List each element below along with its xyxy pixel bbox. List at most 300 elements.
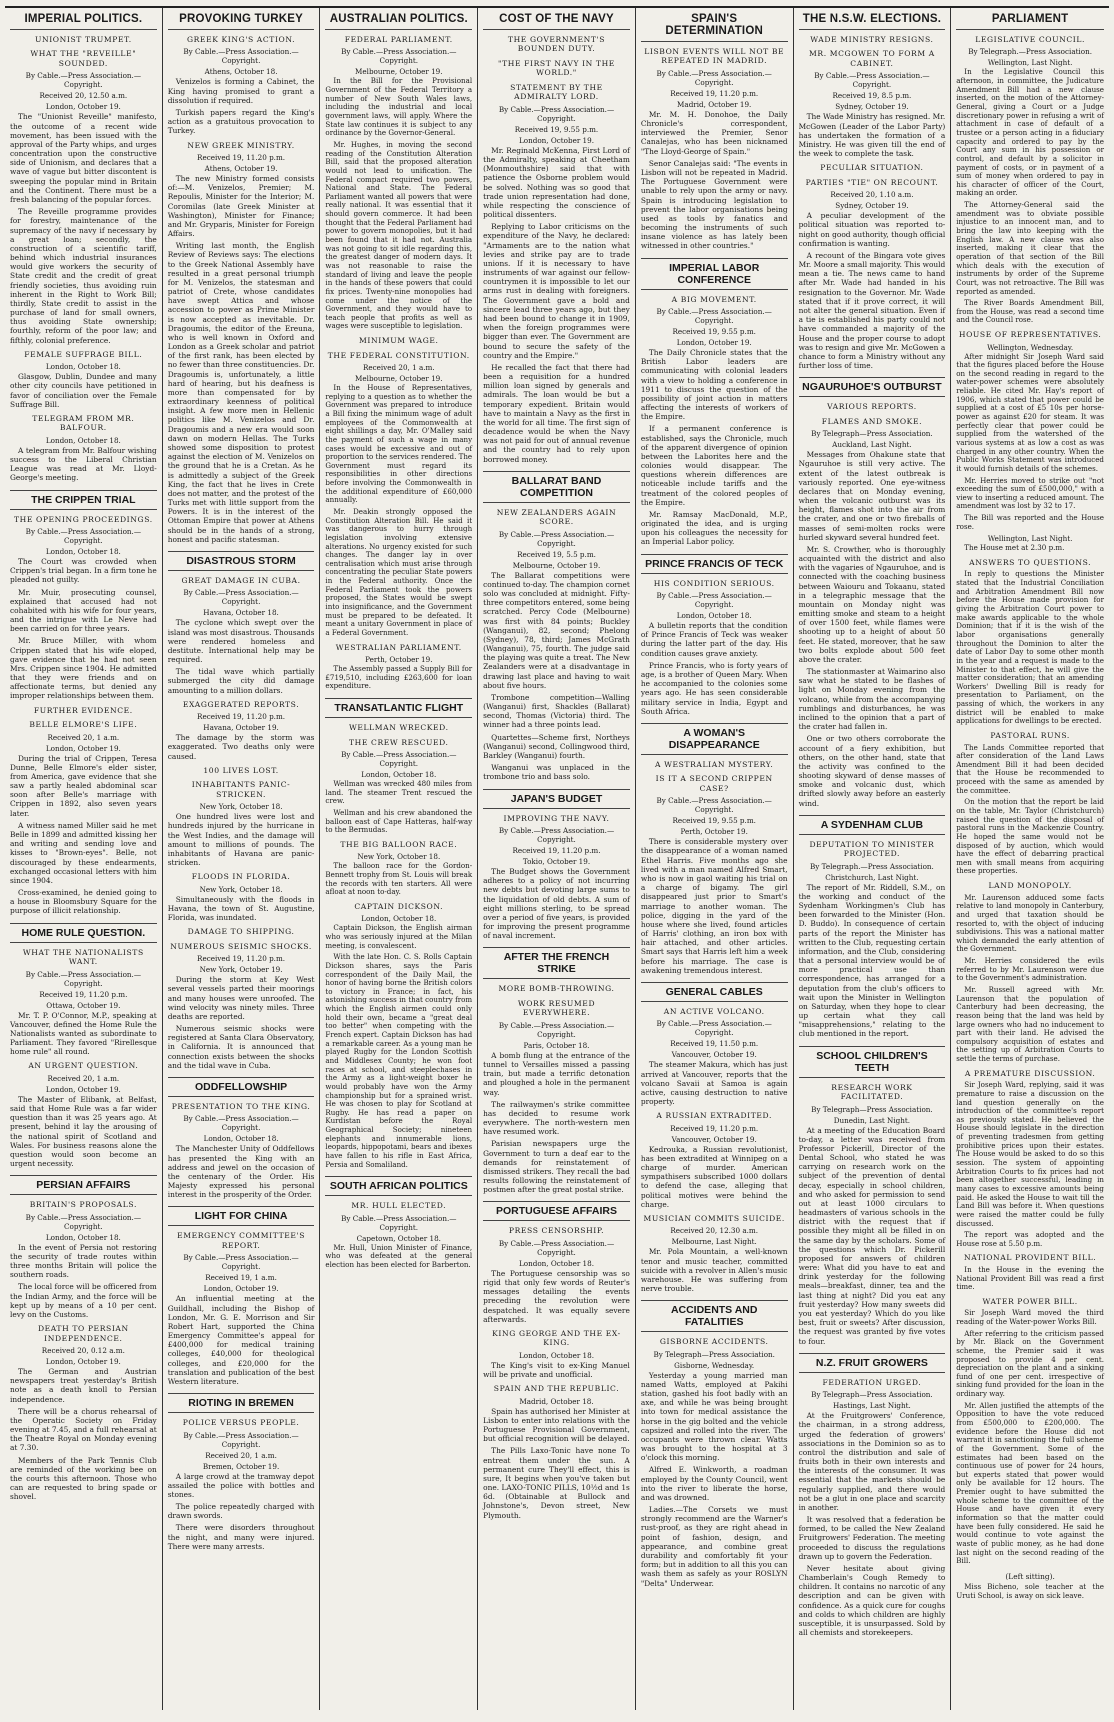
subheading: MR. HULL ELECTED.: [351, 1201, 447, 1211]
article-paragraph: The report of Mr. Riddell, S.M., on the working and conduct of the Sydenham Workingmen's Club has been forwarded to the Minister (Hon. D. Buddo). In consequence of certain parts of the report the Minister has written to the Club, requesting certain information, and the Club, considering that a personal interview would be of more practical use than correspondence, has arranged for a deputation from the club's officers to wait upon the Minister in Wellington on Saturday, when they hope to clear up certain what they call "misapprehensions," relating to the club mentioned in the report.: [798, 882, 946, 1039]
article-paragraph: Messages from Ohakune state that Ngauruhoe is still very active. The extent of the latest outbreak is variously reported. One eye-witness declares that on Monday evening, when the volcanic outburst was its height, flames shot into the air from the crater, and one or two fireballs of masses of semi-molten rocks were hurled skyward several hundred feet.: [798, 450, 946, 542]
dateline: London, October 19.: [45, 102, 121, 112]
column-headline: IMPERIAL POLITICS.: [10, 10, 157, 30]
dateline: New York, October 18.: [199, 884, 283, 894]
dateline: London, October 19.: [45, 1357, 121, 1367]
section-headline-south-african-politics: SOUTH AFRICAN POLITICS: [325, 1176, 472, 1196]
dateline: Melbourne, October 19.: [355, 67, 443, 77]
subheading: NEW GREEK MINISTRY.: [187, 140, 295, 150]
dateline: Vancouver, October 19.: [671, 1134, 757, 1144]
article-paragraph: Venizelos is forming a Cabinet, the King having promised to grant a dissolution if required.: [167, 77, 315, 105]
article-paragraph: The cyclone which swept over the island was most disastrous. Thousands were rendered homeless and destitute. International help may be required.: [167, 618, 315, 665]
column-headline: SPAIN'S DETERMINATION: [641, 10, 788, 42]
subheading: AN URGENT QUESTION.: [28, 1061, 139, 1071]
dateline: Tokio, October 19.: [522, 856, 591, 866]
column-headline: PARLIAMENT: [956, 10, 1104, 30]
subheading: DEATH TO PERSIAN INDEPENDENCE.: [37, 1324, 129, 1343]
section-headline-home-rule-question: HOME RULE QUESTION.: [10, 923, 157, 943]
column-2: [163, 8, 321, 1710]
subheading: WATER POWER BILL.: [982, 1296, 1078, 1306]
article-paragraph: The "Unionist Reveille" manifesto, the outcome of a recent wide movement, has been issued with the approval of the Party whips, and urges concentration upon the constructive side of Unionism, and declares that a wave of vague but bitter discontent is sweeping the popular mind in Britain and the Continent. There must be a fresh balancing of the popular forces.: [10, 112, 157, 204]
article-paragraph: In the House of Representatives, replying to a question as to whether the Government was prepared to introduce a Bill fixing the minimum wage of adult employees of the Commonwealth at eight shillings a day, Mr. O'Malley said the payment of such a wage in many cases would be excessive and out of proportion to the services rendered. The Government must regard its responsibilities in other directions before involving the Commonwealth in the additional expenditure of £60,000 annually.: [325, 383, 473, 505]
dateline: Perth, October 19.: [680, 827, 748, 837]
article-paragraph: An influential meeting at the Guildhall, including the Bishop of London, Mr. G. E. Morrison and Sir Robert Hart, supported the China Emergency Committee's appeal for £400,000 for medical training colleges, £40,000 for theological colleges, and £20,000 for the translation and publication of the best Western literature.: [167, 1294, 315, 1386]
column-headline: COST OF THE NAVY: [483, 10, 630, 30]
dateline: London, October 19.: [518, 135, 594, 145]
article-paragraph: The report was adopted and the House rose at 5.50 p.m.: [956, 1230, 1104, 1248]
article-paragraph: A witness named Miller said he met Belle in 1899 and admitted kissing her and writing and sending love and kisses to "Brown-eyes". Belle, not discouraged by these endearments, exchanged occasional letters with him since 1904.: [10, 820, 157, 885]
article-paragraph: Miss Bicheno, sole teacher at the Uruti School, is away on sick leave.: [956, 1581, 1104, 1600]
dateline: Sydney, October 19.: [835, 201, 909, 211]
article-paragraph: After referring to the criticism passed by Mr. Black on the Government scheme, the Premier said it was proposed to provide 4 per cent. depreciation on the plant and a sinking fund of one per cent. irrespective of sinking fund provided for the loan in the ordinary way.: [956, 1328, 1104, 1399]
article-paragraph: A recount of the Bingara vote gives Mr. Moore a small majority. This would mean a tie. The news came to hand after Mr. Wade had handed in his resignation to the Governor. Mr. Wade stated that if it prove correct, it will not alter the general situation. Even if a tie is established his party could not have commanded a majority of the House and the proper course to adopt was to resign and give Mr. McGowen a chance to form a Ministry without any further loss of time.: [798, 250, 946, 371]
subheading: FLOODS IN FLORIDA.: [191, 872, 291, 882]
dateline: By Cable.—Press Association.—Copyright.: [498, 104, 615, 123]
dateline: London, October 18.: [45, 1232, 121, 1242]
subheading: POLICE VERSUS PEOPLE.: [182, 1418, 300, 1428]
section-headline-school-children-s-teeth: SCHOOL CHILDREN'S TEETH: [799, 1046, 946, 1078]
subheading: PECULIAR SITUATION.: [820, 163, 924, 173]
subheading: THE GOVERNMENT'S BOUNDEN DUTY.: [507, 35, 606, 54]
column-3: [320, 8, 478, 1710]
subheading: PASTORAL RUNS.: [990, 731, 1070, 741]
dateline: Melbourne, October 19.: [512, 560, 601, 570]
dateline: By Cable.—Press Association.—Copyright.: [25, 71, 142, 90]
dateline: By Cable.—Press Association.—Copyright.: [656, 591, 772, 610]
article-paragraph: A large crowd at the tramway depot assailed the police with bottles and stones.: [167, 1471, 315, 1499]
article-paragraph: There were disorders throughout the night, and many were injured. There were many arrests.: [167, 1523, 315, 1551]
article-paragraph: The German and Austrian newspapers treat yesterday's British note as a death knoll to Persian independence.: [10, 1367, 157, 1404]
dateline: London, October 18.: [361, 769, 437, 779]
dateline: Vancouver, October 19.: [671, 1050, 757, 1060]
article-paragraph: The Lands Committee reported that after consideration of the Land Laws Amendment Bill it had been decided that the House be recommended to proceed with the same as amended by the committee.: [956, 742, 1104, 795]
article-paragraph: A bomb flung at the entrance of the tunnel to Versailles missed a passing train, but made a terrific detonation and ploughed a hole in the permanent way.: [483, 1050, 630, 1097]
article-paragraph: Numerous seismic shocks were registered at Santa Clara Observatory, in California. It is announced that connection exists between the shocks and the tidal wave in Cuba.: [167, 1024, 315, 1070]
dateline: Received 19, 11.20 p.m.: [670, 1123, 759, 1133]
article-paragraph: Mr. T. P. O'Connor, M.P., speaking at Vancouver, defined the Home Rule the Nationalists wanted as subordinate to Parliament. They favored "Rirellesque home rule" all round.: [10, 1010, 157, 1057]
subheading: THE FEDERAL CONSTITUTION.: [327, 350, 470, 360]
article-paragraph: A peculiar development of the political situation was reported to-night on good authority, though official confirmation is wanting.: [798, 211, 946, 248]
section-headline-a-sydenham-club: A SYDENHAM CLUB: [799, 815, 946, 835]
subheading: RESEARCH WORK FACILITATED.: [831, 1082, 913, 1102]
dateline: Received 19, 11.20 p.m.: [197, 712, 286, 722]
subheading: BELLE ELMORE'S LIFE.: [29, 720, 138, 730]
article-paragraph: At a meeting of the Education Board to-day, a letter was received from Professor Pickerill, Director of the Dental School, who stated he was carrying on research work on the subject of the prevention of dental decay, especially in school children, and who asked for permission to send out at least 1000 circulars to headmasters of various schools in the district with the request that if possible they might all be filled in on the same day by the scholars. Some of the questions which Dr. Pickerill proposed for answers of children were: What did you have to eat and drink yesterday for the following meals—breakfast, dinner, tea and the last thing at night? Did you eat any fruit yesterday? How many sweets did you eat yesterday? Which do you like best, fruit or sweets? After discussion, the request was granted by five votes to four.: [798, 1125, 946, 1346]
dateline: Received 20, 0.12 a.m.: [41, 1346, 125, 1356]
column-headline: PROVOKING TURKEY: [168, 10, 315, 30]
subheading: MUSICIAN COMMITS SUICIDE.: [643, 1213, 785, 1223]
article-paragraph: Parisian newspapers urge the Government to turn a deaf ear to the demands for reinstatement of dismissed strikers. They recall the bad results following the reinstatement of postmen after the great postal strike.: [483, 1139, 630, 1195]
dateline: Received 19, 11.20 p.m.: [197, 954, 286, 964]
dateline: Gisborne, Wednesday.: [674, 1360, 755, 1370]
column-6: [794, 8, 952, 1710]
subheading: LAND MONOPOLY.: [988, 881, 1072, 891]
dateline: Havana, October 19.: [203, 723, 279, 733]
dateline: By Telegraph.—Press Association.: [810, 861, 934, 871]
subheading: A WESTRALIAN MYSTERY.: [654, 759, 774, 769]
subheading: GREEK KING'S ACTION.: [186, 35, 296, 44]
section-headline-rioting-in-bremen: RIOTING IN BREMEN: [168, 1393, 315, 1413]
subheading: LISBON EVENTS WILL NOT BE REPEATED IN MADRID.: [644, 47, 785, 66]
article-paragraph: Mr. Herries moved to strike out "not exceeding the sum of £500,000," with a view to inserting a reduced amount. The amendment was lost by 32 to 17.: [956, 475, 1104, 511]
article-paragraph: Mr. Russell agreed with Mr. Laurenson that the population of Canterbury had been decreasing, the reason being that the land was held by large owners who had no inducement to part with their land. He advised the compulsory acquisition of estates and the setting up of Arbitration Courts to settle the terms of purchase.: [956, 985, 1104, 1064]
dateline: London, October 18.: [676, 611, 752, 621]
column-4: [478, 8, 636, 1710]
article-paragraph: The King's visit to ex-King Manuel will be private and unofficial.: [483, 1360, 630, 1380]
section-headline-a-woman-s-disappearance: A WOMAN'S DISAPPEARANCE: [641, 723, 788, 755]
article-paragraph: Quartettes—Scheme first, Northeys (Wanganui) second, Collingwood third, Barkley (Wanganui) fourth.: [483, 732, 630, 760]
dateline: Melbourne, October 19.: [355, 374, 443, 384]
subheading: THE CREW RESCUED.: [348, 737, 449, 747]
subheading: TELEGRAM FROM MR. BALFOUR.: [32, 413, 135, 433]
subheading: FLAMES AND SMOKE.: [821, 416, 923, 426]
article-paragraph: Wellman and his crew abandoned the balloon east of Cape Hatteras, half-way to the Bermudas.: [325, 807, 473, 835]
article-paragraph: The local force will be officered from the Indian Army, and the force will be kept up by means of a 10 per cent. levy on the Customs.: [10, 1282, 157, 1319]
dateline: Received 19, 9.55 p.m.: [514, 124, 599, 134]
dateline: London, October 19.: [45, 1084, 121, 1094]
subheading: THE OPENING PROCEEDINGS.: [13, 514, 153, 524]
article-paragraph: Mr. Deakin strongly opposed the Constitution Alteration Bill. He said it was dangerous to hurry through legislation involving extensive alterations. No urgency existed for such changes. The danger lay in over centralisation which must arise through concentrating the peculiar State powers in the Federal authority. Once the Federal Parliament took the powers proposed, the States would be swept into insignificance, and the Government must be prepared to be defeated. It meant a unitary Government in place of a Federal Government.: [325, 507, 473, 637]
dateline: Received 20, 1.10 a.m.: [830, 190, 914, 200]
article-paragraph: Mr. Ramsay MacDonald, M.P., originated the idea, and is urging upon his colleagues the necessity for an Imperial Labor policy.: [640, 509, 788, 547]
subheading: MR. MCGOWEN TO FORM A CABINET.: [809, 49, 935, 68]
section-headline-imperial-labor-conference: IMPERIAL LABOR CONFERENCE: [641, 258, 788, 290]
dateline: By Cable.—Press Association.—Copyright.: [341, 47, 457, 66]
dateline: Received 20, 1 a.m.: [47, 732, 120, 742]
subheading: HOUSE OF REPRESENTATIVES.: [958, 330, 1102, 340]
dateline: Havana, October 18.: [203, 608, 279, 618]
dateline: Received 19, 8.5 p.m.: [832, 91, 912, 101]
subheading: NEW ZEALANDERS AGAIN SCORE.: [496, 507, 617, 527]
section-headline-after-the-french-strike: AFTER THE FRENCH STRIKE: [483, 947, 630, 979]
article-paragraph: One hundred lives were lost and hundreds injured by the hurricane in the West Indies, and the damage will amount to millions of pounds. The inhabitants of Havana are panic-stricken.: [167, 812, 315, 868]
subheading: THE BIG BALLOON RACE.: [340, 839, 458, 849]
subheading: WADE MINISTRY RESIGNS.: [810, 35, 934, 44]
subheading: CAPTAIN DICKSON.: [354, 901, 444, 911]
subheading: PARTIES "TIE" ON RECOUNT.: [805, 177, 939, 187]
dateline: Auckland, Last Night.: [832, 440, 912, 450]
article-paragraph: The Master of Elibank, at Belfast, said that Home Rule was a far wider question than it was 25 years ago. At present, behind it lay the arousing of the national spirit of Scotland and Wales. For business reasons alone the question would soon become an urgent necessity.: [10, 1094, 157, 1169]
column-7: [951, 8, 1109, 1710]
article-paragraph: The Portuguese censorship was so rigid that only few words of Reuter's messages detailing the events preceding the revolution were despatched. It was equally severe afterwards.: [483, 1268, 630, 1324]
article-paragraph: Sir Joseph Ward, replying, said it was premature to raise a discussion on the land question generally on the introduction of the committee's report as previously stated. He believed the House should legislate in the direction of preventing tradesmen from getting prohibitive prices upon their estates. The House would be asked to do so this session. The system of appointing Arbitration Courts to fix prices had not been altogether successful, leading in many cases to excessive amounts being paid. He asked the House to wait till the Land Bill was before it. When questions were raised the matter could be fully discussed.: [956, 1080, 1104, 1228]
article-paragraph: The Bill was reported and the House rose.: [956, 513, 1104, 531]
dateline: Bremen, October 19.: [202, 1461, 280, 1471]
article-paragraph: Kedrouka, a Russian revolutionist, has been extradited at Winnipeg on a charge of murder. American sympathisers subscribed 1000 dollars to defend the case, alleging that political motives were behind the charge.: [640, 1144, 788, 1209]
article-paragraph: Mr. Pola Mountain, a well-known tenor and music teacher, committed suicide with a revolver in Allen's music warehouse. He was suffering from nerve trouble.: [640, 1247, 788, 1294]
dateline: By Cable.—Press Association.—Copyright.: [498, 1238, 615, 1257]
article-paragraph: Mr. Muir, prosecuting counsel, explained that accused had not cohabited with his wife for four years, and the intrigue with Le Neve had been carried on for three years.: [10, 587, 157, 634]
dateline: Wellington, Last Night.: [987, 58, 1073, 68]
subheading: FEDERATION URGED.: [822, 1377, 922, 1387]
section-headline-portuguese-affairs: PORTUGUESE AFFAIRS: [483, 1201, 630, 1221]
subheading: UNIONIST TRUMPET.: [34, 35, 132, 44]
dateline: London, October 18.: [203, 1134, 279, 1144]
dateline: Athens, October 18.: [204, 67, 278, 77]
dateline: Christchurch, Last Night.: [825, 872, 919, 882]
section-headline-ngauruhoe-s-outburst: NGAURUHOE'S OUTBURST: [799, 377, 946, 397]
subheading: STATEMENT BY THE ADMIRALTY LORD.: [510, 82, 603, 102]
article-paragraph: With the late Hon. C. S. Rolls Captain Dickson shares, says the Paris correspondent of the Daily Mail, the honor of having borne the British colors to victory in France; in fact, his astonishing success in that country from which the English airmen could only hold their own, became a "great deal too better" when competing with the French expert. Captain Dickson has had a remarkable career. As a young man he played Rugby for the London Scottish and Middlesex County; he won foot races at school, and steeplechases in the Army as a light-weight boxer he would probably have won the Army championship but for a sprained wrist. He was chosen to play for Scotland at Rugby. He has read a paper on Kurdistan before the Royal Geographical Society; nineteen elephants and innumerable lions, leopards, hippopotami, bears and ibexes have fallen to his rifle in East Africa, Persia and Somaliland.: [325, 952, 473, 1169]
article-paragraph: On the motion that the report be laid on the table, Mr. Taylor (Christchurch) raised the question of the disposal of pastoral runs in the Mackenzie Country. He hoped the same would not be disposed of by auction, which would have the effect of debarring practical men with small means from acquiring these properties.: [956, 797, 1104, 876]
article-paragraph: Glasgow, Dublin, Dundee and many other city councils have petitioned in favor of conciliation over the Female Suffrage Bill.: [10, 372, 157, 409]
dateline: Received 20, 1 a.m.: [205, 1450, 277, 1460]
dateline: Received 19, 9.55 p.m.: [672, 327, 756, 337]
subheading: DEPUTATION TO MINISTER PROJECTED.: [809, 839, 935, 859]
dateline: By Cable.—Press Association.—Copyright.: [25, 527, 142, 546]
dateline: Dunedin, Last Night.: [833, 1115, 911, 1125]
dateline: Wellington, Wednesday.: [987, 342, 1074, 352]
article-paragraph: A bulletin reports that the condition of Prince Francis of Teck was weaker during the latter part of the day. His condition causes grave anxiety.: [640, 621, 788, 658]
dateline: London, October 18.: [518, 1258, 594, 1268]
dateline: Sydney, October 19.: [835, 102, 909, 112]
dateline: Perth, October 19.: [365, 655, 433, 665]
article-paragraph: The railwaymen's strike committee has decided to resume work everywhere. The north-western men have resumed work.: [483, 1099, 630, 1137]
article-paragraph: There is considerable mystery over the disappearance of a woman named Ethel Harris. Five months ago she lived with a man named Alfred Smart, who is now in gaol waiting his trial on a charge of bigamy. The girl disappeared just prior to Smart's marriage to another woman. The police, digging in the yard of the house where she lived, found articles of Harris' clothing, an iron box with hair attached, and other articles. Smart says that Harris left him a week before his marriage. The case is awakening tremendous interest.: [640, 837, 788, 975]
article-paragraph: The police repeatedly charged with drawn swords.: [167, 1502, 315, 1521]
article-paragraph: Mr. Reginald McKenna, First Lord of the Admiralty, speaking at Cheetham (Monmouthshire) said that with patience the Osborne problem would be solved. Nothing was so good that trade union representation had done, while respecting the conscience of political dissenters.: [483, 145, 630, 220]
subheading: FEDERAL PARLIAMENT.: [344, 35, 453, 44]
article-paragraph: In the House in the evening the National Provident Bill was read a first time.: [956, 1264, 1104, 1292]
dateline: Paris, October 18.: [523, 1040, 590, 1050]
dateline: By Cable.—Press Association.—Copyright.: [656, 307, 772, 326]
dateline: By Cable.—Press Association.—Copyright.: [25, 969, 142, 988]
article-paragraph: Cross-examined, he denied going to a house in Bloomsbury Square for the purpose of illicit relationship.: [10, 888, 157, 916]
dateline: London, October 19.: [45, 743, 121, 753]
dateline: By Cable.—Press Association.—Copyright.: [183, 1430, 299, 1449]
dateline: Received 19, 11.50 p.m.: [670, 1039, 759, 1049]
article-paragraph: Alfred E. Winkworth, a roadman employed by the County Council, went into the river to liberate the horse, and was drowned.: [640, 1465, 788, 1502]
dateline: Wellington, Last Night.: [987, 534, 1073, 544]
dateline: By Telegraph—Press Association.: [811, 1390, 933, 1400]
article-paragraph: The Daily Chronicle states that the British Labor leaders are communicating with colonial leaders with a view to holding a conference in 1911 to discuss the question of the possibility of joint action in matters affecting the interests of workers of the Empire.: [640, 348, 788, 422]
article-paragraph: The steamer Makura, which has just arrived at Vancouver, reports that the volcano Savaii at Samoa is again active, causing destruction to native property.: [640, 1060, 788, 1107]
article-paragraph: During the storm at Key West several vessels parted their moorings and many houses were unroofed. The wind velocity was ninety miles. Three deaths are reported.: [167, 975, 315, 1021]
article-paragraph: Spain has authorised her Minister at Lisbon to enter into relations with the Portuguese Provisional Government, but official recognition will be delayed.: [483, 1406, 630, 1444]
article-paragraph: Prince Francis, who is forty years of age, is a brother of Queen Mary. When he accompanied to the colonies some years ago. He has seen considerable military service in India, Egypt and South Africa.: [640, 660, 788, 716]
subheading: FURTHER EVIDENCE.: [33, 705, 133, 715]
dateline: By Cable.—Press Association.—Copyright.: [656, 796, 772, 815]
section-headline-n-z-fruit-growers: N.Z. FRUIT GROWERS: [799, 1353, 946, 1373]
article-paragraph: The Ballarat competitions were continued to-day. The champion cornet solo was concluded at midnight. Fifty-three competitors entered, some being scratched. Percy Code (Melbourne) was first with 84 points; Buckley (Wanganui), 82, second; Phelong (Sydney), 78, third; James McGrath (Wanganui), 75, fourth. The judge said the playing was quite a treat. The New Zealanders were at a disadvantage in drawing last place and having to wait about five hours.: [483, 570, 630, 690]
article-paragraph: Writing last month, the English Review of Reviews says: The elections to the Greek National Assembly have resulted in a great personal triumph for M. Venizelos, the statesman and patriot of Crete, whose candidates have swept Attica and whose accession to power as Prime Minister is now accepted as inevitable. Dr. Dragoumis, the editor of the Ereuna, who is well known in Oxford and London as a Greek scholar and patriot of the first rank, has been elected by no fewer than three constituencies. Dr. Dragoumis is, unfortunately, a little hard of hearing, but his deafness is more than compensated for by extraordinary keenness of political insight. A few more men in Hellenic politics like M. Venizelos and Dr. Dragoumis and a new era would soon dawn on modern Hellas. The Turks showed some disposition to protest against the election of M. Venizelos on the ground that he is a Cretan. As he is admittedly a subject of the Greek King, the fact that he lives in Crete does not matter, and the protest of the Turks met with little support from the Powers. It is in the interest of the Ottoman Empire that power at Athens should be in the hands of a strong, honest and pacific statesman.: [167, 241, 315, 544]
article-paragraph: The Reveille programme provides for forestry, maintenance of the supremacy of the navy if necessary by a great loan; secondly, the construction of a scientific tariff, behind which industrial insurances would give workers the security of State credit and the credit of great friendly societies, thus avoiding ruin inherent in the Right to Work Bill; thirdly, State credit to assist in the purchase of land for small owners, thus avoiding State ownership; fourthly, reform of the poor law; and fifthly, colonial preference.: [10, 207, 157, 345]
subheading: VARIOUS REPORTS.: [827, 402, 917, 412]
dateline: By Cable.—Press Association.—Copyright.: [341, 749, 457, 768]
dateline: By Cable.—Press Association.—Copyright.: [498, 1020, 615, 1039]
article-paragraph: The balloon race for the Gordon-Bennett trophy from St. Louis will break the records with ten starters. All were afloat at noon to-day.: [325, 861, 473, 897]
subheading: EMERGENCY COMMITTEE'S REPORT.: [177, 1231, 306, 1250]
dateline: Received 20, 12.50 a.m.: [39, 91, 128, 101]
dateline: Received 19, 11.20 p.m.: [670, 88, 759, 98]
subheading: GREAT DAMAGE IN CUBA.: [181, 575, 301, 585]
article-paragraph: The Wade Ministry has resigned. Mr. McGowen (Leader of the Labor Party) has undertaken the formation of a Ministry. He was given till the end of the week to complete the task.: [798, 112, 946, 159]
article-paragraph: In the event of Persia not restoring the security of trade routes within three months Britain will police the southern roads.: [10, 1242, 157, 1280]
dateline: Madrid, October 18.: [519, 1396, 594, 1406]
subheading: "THE FIRST NAVY IN THE WORLD.": [498, 58, 615, 78]
dateline: Capetown, October 18.: [356, 1233, 441, 1243]
dateline: New York, October 19.: [199, 965, 283, 975]
dateline: By Telegraph.—Press Association.: [968, 47, 1093, 57]
subheading: ANSWERS TO QUESTIONS.: [969, 558, 1092, 567]
article-paragraph: Senor Canalejas said: "The events in Lisbon will not be repeated in Madrid. The Portuguese Government were unable to rely upon the army or navy. Spain is introducing legislation to prevent the labor organisations being used as tools by fanatics and becoming the instruments of such insane violence as has lately been witnessed in other countries.": [640, 158, 788, 251]
section-headline-ballarat-band-competition: BALLARAT BAND COMPETITION: [483, 471, 630, 503]
dateline: By Cable.—Press Association.—Copyright.: [814, 71, 930, 90]
dateline: By Telegraph—Press Association.: [811, 429, 933, 439]
subheading: FEMALE SUFFRAGE BILL.: [24, 349, 143, 359]
subheading: 100 LIVES LOST.: [203, 765, 279, 775]
subheading: INHABITANTS PANIC-STRICKEN.: [191, 780, 291, 799]
section-headline-oddfellowship: ODDFELLOWSHIP: [168, 1077, 315, 1097]
dateline: London, October 18.: [45, 435, 121, 445]
subheading: AN ACTIVE VOLCANO.: [663, 1006, 765, 1016]
article-paragraph: The stationmaster at Waimarino also saw what he stated to be flashes of light on Monday evening from the volcano, while from the accompanying rumblings and disturbances, he was inclined to the opinion that a part of the crater had fallen in.: [798, 667, 946, 732]
subheading: A RUSSIAN EXTRADITED.: [656, 1111, 772, 1121]
newspaper-page: [5, 6, 1109, 1712]
article-paragraph: Wellman was wrecked 480 miles from land. The steamer Trent rescued the crew.: [325, 778, 473, 806]
article-paragraph: Mr. Bruce Miller, with whom Crippen stated that his wife eloped, gave evidence that he had not seen Mrs. Crippen since 1904. He admitted that they were friends and on affectionate terms, but denied any improper relationships between them.: [10, 636, 157, 701]
dateline: London, October 18.: [45, 362, 121, 372]
dateline: By Telegraph—Press Association.: [653, 1349, 775, 1359]
article-paragraph: In reply to questions the Minister stated that the Industrial Conciliation and Arbitration Amendment Bill now before the House made provision for giving the Arbitration Court power to make awards applicable to the whole Dominion; that if it is the wish of the labor organisations generally throughout the Dominion to alter the date of Labor Day to some other month in the year and a request is made to the Minister to that effect, he will give the matter consideration; that an amending Workers' Dwelling Bill is ready for presentation to Parliament, on the passing of which, the workers in any district will be enabled to make applications for dwellings to be erected.: [956, 569, 1104, 726]
article-paragraph: If a permanent conference is established, says the Chronicle, much of the apparent divergence of opinion between the Laborites here and the colonies would disappear. The questions wherein differences are noticeable include tariffs and the treatment of the colored peoples of the Empire.: [640, 424, 788, 507]
subheading: BRITAIN'S PROPOSALS.: [29, 1200, 137, 1210]
article-paragraph: The Court was crowded when Crippen's trial began. In a firm tone he pleaded not guilty.: [10, 557, 157, 585]
dateline: By Cable.—Press Association.—Copyright.: [498, 529, 615, 548]
subheading: NUMEROUS SEISMIC SHOCKS.: [170, 941, 312, 951]
subheading: A BIG MOVEMENT.: [671, 294, 757, 304]
article-paragraph: In the Legislative Council this afternoon, in committee, the Judicature Amendment Bill had a new clause inserted, on the motion of the Attorney-General, giving a Court or a Judge discretionary power in refusing a writ of attachment in case of default of a trustee or a person acting in a fiduciary capacity and ordered to pay by the Court any sum in his possession or control, and default by a solicitor in payment of costs, or in payment of a sum of money when ordered to pay in his character of officer of the Court, making an order.: [956, 67, 1104, 198]
dateline: Received 20, 1 a.m.: [362, 363, 435, 373]
note: (Left sitting).: [1005, 1571, 1055, 1581]
dateline: New York, October 18.: [199, 802, 283, 812]
section-headline-general-cables: GENERAL CABLES: [641, 982, 788, 1002]
section-headline-accidents-and-fatalities: ACCIDENTS AND FATALITIES: [641, 1300, 788, 1332]
subheading: PRESS CENSORSHIP.: [508, 1226, 605, 1236]
article-paragraph: The new Ministry formed consists of:—M. Venizelos, Premier; M. Repoulis, Minister for the Interior; M. Coromilas (late Greek Minister at Washington), Minister for Finance; and Mr. Gryparis, Minister for Foreign Affairs.: [167, 174, 315, 239]
article-paragraph: Captain Dickson, the English airman who was seriously injured at the Milan meeting, is convalescent.: [325, 923, 473, 950]
article-paragraph: There will be a chorus rehearsal of the Operatic Society on Friday evening at 7.45, and a full rehearsal at the Theatre Royal on Monday evening at 7.30.: [10, 1406, 157, 1453]
section-headline-persian-affairs: PERSIAN AFFAIRS: [10, 1175, 157, 1195]
article-paragraph: Members of the Park Tennis Club are reminded of the working bee on the courts this afternoon. Those who can are requested to bring spade or shovel.: [10, 1455, 157, 1502]
section-headline-japan-s-budget: JAPAN'S BUDGET: [483, 789, 630, 809]
article-paragraph: Mr. Herries considered the evils referred to by Mr. Laurenson were due to the Government's administration.: [956, 956, 1104, 983]
article-paragraph: One or two others corroborate the account of a fiery exhibition, but others, on the other hand, state that the activity was confined to the shooting skyward of dense masses of smoke and volcanic dust, which drifted slowly away before an easterly wind.: [798, 734, 946, 808]
article-paragraph: Mr. Hughes, in moving the second reading of the Constitution Alteration Bill, said that the proposed alteration would not lead to unification. The Federal compact required two powers, National and State. The Federal Parliament wanted all powers that were really national. It was essential that it should govern commerce. It had been thought that the Federal Parliament had power to govern monopolies, but it had been found that it had not. Australia was not going to sit idle regarding this, the greatest danger of modern days. It was not reasonable to raise the standard of living and leave the people in the hands of these powers that could fix prices. Twenty-nine monopolies had come under the notice of the Government, and they would have to teach people that profits as well as wages were susceptible to legislation.: [325, 139, 473, 331]
article-paragraph: Trombone competition—Walling (Wanganui) first, Shackles (Ballarat) second, Thomas (Victoria) third. The winner had a three points lead.: [483, 692, 630, 730]
subheading: HIS CONDITION SERIOUS.: [653, 578, 775, 588]
dateline: By Telegraph—Press Association.: [811, 1104, 933, 1114]
section-headline-disastrous-storm: DISASTROUS STORM: [168, 551, 315, 571]
dateline: Received 19, 11.20 p.m.: [512, 845, 601, 855]
dateline: By Cable.—Press Association.—Copyright.: [25, 1212, 142, 1231]
dateline: London, October 19.: [676, 338, 752, 348]
section-headline-light-for-china: LIGHT FOR CHINA: [168, 1206, 315, 1226]
dateline: Received 19, 11.20 p.m.: [197, 153, 286, 162]
article-paragraph: Sir Joseph Ward moved the third reading of the Water-power Works Bill.: [956, 1308, 1104, 1326]
subheading: GISBORNE ACCIDENTS.: [659, 1337, 769, 1347]
dateline: Received 20, 12.30 a.m.: [670, 1226, 759, 1236]
subheading: IMPROVING THE NAVY.: [503, 813, 610, 823]
subheading: KING GEORGE AND THE EX-KING.: [492, 1328, 621, 1348]
article-paragraph: He recalled the fact that there had been a requisition for a hundred million loan signed by generals and admirals. The loan would be but a temporary expedient. Britain would have to maintain a Navy as the first in the world for all time. The first sign of decadence would be when the Navy was not paid for out of annual revenue and the country had to rely upon borrowed money.: [483, 362, 630, 464]
dateline: London, October 18.: [518, 1350, 594, 1360]
dateline: By Cable.—Press Association.—Copyright.: [183, 1253, 299, 1272]
article-paragraph: The River Boards Amendment Bill, from the House, was read a second time and the Council rose.: [956, 298, 1104, 325]
article-paragraph: The Pills Laxo-Tonic have none To entreat them under the sun. A permanent cure They'll effect, this is sure, It begins when you've taken but one. LAXO-TONIC PILLS, 10½d and 1s 6d. (Obtainable at Bullock and Johnstone's, Devon street, New Plymouth.: [483, 1446, 630, 1520]
article-paragraph: Never hesitate about giving Chamberlain's Cough Remedy to children. It contains no narcotic of any description and can be given with confidence. As a quick cure for coughs and colds to which children are highly susceptible, it is unsurpassed. Sold by all chemists and storekeepers.: [798, 1563, 946, 1638]
dateline: Received 19, 1 a.m.: [205, 1273, 277, 1283]
article-paragraph: Mr. S. Crowther, who is thoroughly acquainted with the district and also with the vagaries of Ngauruhoe, and is connected with the coaching business between Waiouru and Tokaanu, stated in a telegraphic message that the mountain on Monday night was emitting smoke and steam to a height of over 1500 feet, while flames were shooting up to a height of about 50 feet. He stated, moreover, that he saw two bolts explode about 500 feet above the crater.: [798, 544, 946, 664]
article-paragraph: Turkish papers regard the King's action as a gratuitous provocation to Turkey.: [167, 108, 315, 136]
subheading: EXAGGERATED REPORTS.: [182, 699, 300, 709]
article-paragraph: The Manchester Unity of Oddfellows has presented the King with an address and jewel on the occasion of the centenary of the Order. His Majesty expressed his personal interest in the prosperity of the Order.: [167, 1144, 315, 1200]
article-paragraph: Mr. Allen justified the attempts of the Opposition to have the vote reduced from £500,000 to £200,000. The evidence before the House did not warrant it in sanctioning the full scheme of the Government. Some of the estimates had been based on the continuous use of power for 24 hours, but experts stated that power would only be available for 12 hours. The Premier ought to have submitted the whole scheme to the committee of the House and have given it every information so that the matter could have been fully considered. He said he would continue to vote against the waste of public money, as he had done last night on the second reading of the Bill.: [956, 1400, 1104, 1566]
article-paragraph: Simultaneously with the floods in Havana, the town of St. Augustine, Florida, was inundated.: [167, 894, 315, 923]
dateline: Madrid, October 19.: [677, 99, 752, 109]
article-paragraph: The Budget shows the Government adheres to a policy of not incurring new debts but devoting large sums to the liquidation of old debts. A sum of eight millions sterling, to be spread over a period of five years, is provided for improving the present programme of naval increment.: [483, 866, 630, 941]
dateline: By Cable.—Press Association.—Copyright.: [341, 1213, 457, 1232]
dateline: New York, October 18.: [357, 852, 441, 862]
subheading: SPAIN AND THE REPUBLIC.: [493, 1384, 620, 1394]
subheading: WORK RESUMED EVERYWHERE.: [517, 998, 596, 1018]
subheading: A PREMATURE DISCUSSION.: [964, 1068, 1096, 1078]
dateline: Received 19, 11.20 p.m.: [39, 989, 128, 999]
article-paragraph: Mr. M. H. Donohoe, the Daily Chronicle's correspondent, interviewed the Premier, Senor Canalejas, who has been nicknamed "The Lloyd-George of Spain.": [640, 109, 788, 156]
column-headline: AUSTRALIAN POLITICS.: [325, 10, 472, 30]
column-headline: THE N.S.W. ELECTIONS.: [799, 10, 946, 30]
dateline: Athens, October 19.: [204, 164, 278, 173]
section-headline-the-crippen-trial: THE CRIPPEN TRIAL: [10, 490, 157, 510]
dateline: London, October 19.: [203, 1284, 279, 1294]
subheading: NATIONAL PROVIDENT BILL.: [964, 1253, 1097, 1263]
subheading: WHAT THE NATIONALISTS WANT.: [22, 947, 144, 967]
subheading: WESTRALIAN PARLIAMENT.: [335, 642, 462, 652]
dateline: Received 19, 9.55 p.m.: [672, 816, 756, 826]
article-paragraph: The House met at 2.30 p.m.: [964, 543, 1065, 553]
dateline: Hastings, Last Night.: [833, 1401, 911, 1411]
dateline: By Cable.—Press Association.—Copyright.: [183, 1114, 299, 1133]
column-1: [5, 8, 163, 1710]
article-paragraph: The damage by the storm was exaggerated. Two deaths only were caused.: [167, 733, 315, 761]
dateline: By Cable.—Press Association.—Copyright.: [183, 588, 299, 607]
dateline: By Cable.—Press Association.—Copyright.: [656, 68, 772, 87]
article-paragraph: In the Bill for the Provisional Government of the Federal Territory a number of New South Wales laws, including the industrial and local government laws, will apply. Where the State law continues it is subject to any ordinance by the Governor-General.: [325, 76, 473, 138]
dateline: London, October 18.: [361, 914, 437, 924]
section-headline-prince-francis-of-teck: PRINCE FRANCIS OF TECK: [641, 554, 788, 574]
subheading: WHAT THE "REVEILLE" SOUNDED.: [30, 49, 137, 68]
article-paragraph: It was resolved that a federation be formed, to be called the New Zealand Fruitgrowers' Federation. The meeting proceeded to discuss the regulations drawn up to govern the Federation.: [798, 1515, 946, 1561]
article-paragraph: A telegram from Mr. Balfour wishing success to the Liberal Christian League was read at Mr. Lloyd-George's meeting.: [10, 445, 157, 483]
article-paragraph: After midnight Sir Joseph Ward said that the figures placed before the House on the second reading in regard to the water-power schemes were absolutely reliable. He cited Mr. Hay's report of 1906, which stated that power could be supplied at a cost of £5 10s per horse-power as against £20 for steam. It was perfectly clear that power could be supplied from the watershed of the various systems at as low a cost as was charged in any other country. When the Public Works Statement was introduced it would furnish details of the schemes.: [956, 351, 1104, 473]
dateline: Received 20, 1 a.m.: [47, 1073, 120, 1083]
subheading: LEGISLATIVE COUNCIL.: [975, 35, 1086, 44]
subheading: DAMAGE TO SHIPPING.: [187, 927, 295, 937]
article-paragraph: The Attorney-General said the amendment was to obviate possible injustice to an innocent man, and to bring the law into keeping with the English law. A new clause was also inserted, making it clear that the operation of that section of the Bill which deals with the execution of instruments by order of the Supreme Court, was not retroactive. The Bill was reported as amended.: [956, 200, 1104, 296]
column-5: [636, 8, 794, 1710]
article-paragraph: At the Fruitgrowers' Conference, the chairman, in a strong address, urged the federation of growers' associations in the Dominion so as to control the distribution and sale of fruits both in their own interests and the interests of the consumer. It was essential that the markets should be regularly supplied, and there would not be a glut in one place and scarcity in another.: [798, 1411, 946, 1512]
article-paragraph: The Assembly passed a Supply Bill for £719,510, including £263,600 for loan expenditure.: [325, 664, 473, 691]
dateline: London, October 18.: [45, 547, 121, 557]
article-paragraph: Mr. Hull, Union Minister of Finance, who was defeated at the general election has been elected for Barberton.: [325, 1242, 473, 1270]
subheading: WELLMAN WRECKED.: [348, 723, 449, 733]
article-paragraph: Yesterday a young married man named Watts, employed at Pakihi station, gashed his foot badly with an axe, and while he was being brought into town for medical assistance the horse in the gig bolted and the vehicle capsized and rolled into the river. The occupants were thrown clear. Watts was brought to the hospital at 3 o'clock this morning.: [640, 1370, 788, 1463]
article-paragraph: Ladies.—The Corsets we must strongly recommend are the Warner's rust-proof, as they are right ahead in point of fashion, design, and appearance, and combine great durability and comfortably fit your form; but in addition to all this you can wash them as safely as your ROSLYN "Delta" Underwear.: [640, 1505, 788, 1588]
dateline: By Cable.—Press Association.—Copyright.: [498, 825, 615, 844]
dateline: By Cable.—Press Association.—Copyright.: [656, 1019, 772, 1038]
article-paragraph: Replying to Labor criticisms on the expenditure of the Navy, he declared: "Armaments are to the nation what levies and strike pay are to trade unions. If it is necessary to have instruments of war against our fellow-countrymen it is impossible to let our arms rust in dealing with foreigners. The Government gave a bold and sincere lead three years ago, but they had been bound to change it in 1909, when the foreign programmes were bigger than ever. The Government are bound to secure the safety of the country and the Empire.": [483, 222, 630, 360]
subheading: PRESENTATION TO THE KING.: [171, 1101, 311, 1111]
